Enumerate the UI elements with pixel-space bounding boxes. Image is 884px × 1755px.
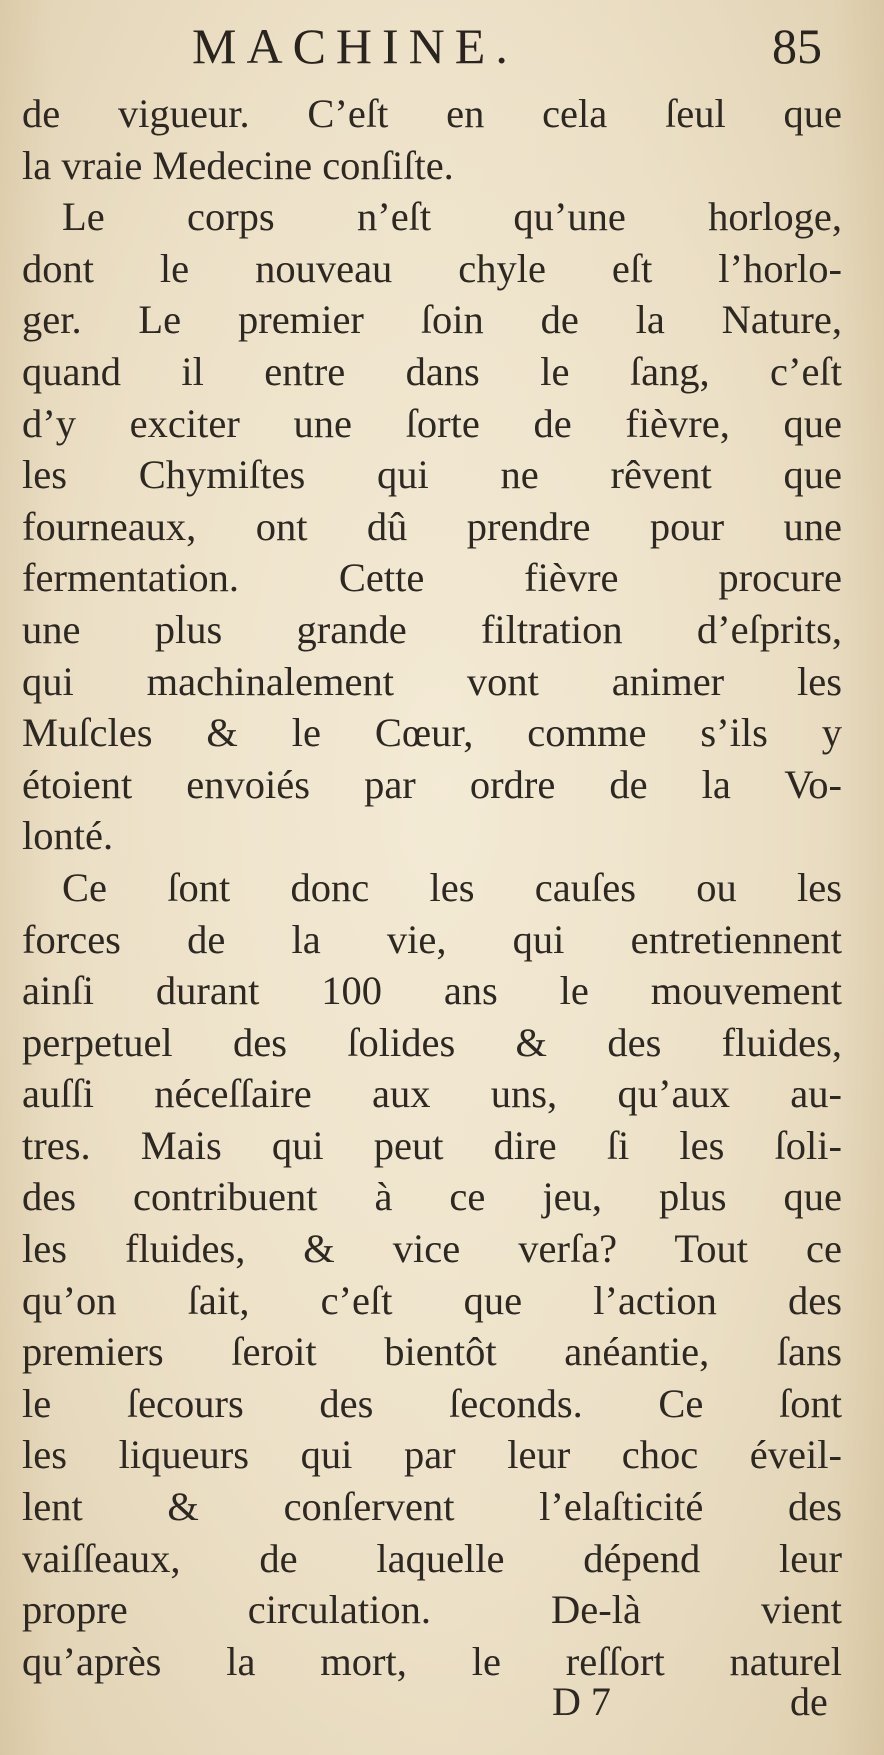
text-line: lent & conſervent l’elaſticité des	[22, 1484, 842, 1530]
text-line: forces de la vie, qui entretiennent	[22, 916, 842, 962]
text-line: la vraie Medecine conſiſte.	[22, 142, 454, 188]
text-line: lonté.	[22, 813, 114, 859]
text-line: des contribuent à ce jeu, plus que	[22, 1174, 842, 1220]
text-line: les liqueurs qui par leur choc éveil-	[22, 1432, 842, 1478]
text-line: ger. Le premier ſoin de la Nature,	[22, 297, 842, 343]
signature-mark: D 7	[552, 1679, 611, 1724]
text-line: les Chymiſtes qui ne rêvent que	[22, 452, 842, 498]
text-line: qu’on ſait, c’eſt que l’action des	[22, 1277, 842, 1323]
text-line: une plus grande filtration d’eſprits,	[22, 606, 842, 652]
page-footer	[0, 1672, 884, 1732]
page-header	[0, 14, 884, 78]
page-body	[22, 88, 842, 1687]
text-line: le ſecours des ſeconds. Ce ſont	[22, 1380, 842, 1426]
text-line: Ce ſont donc les cauſes ou les	[62, 864, 842, 910]
text-line: quand il entre dans le ſang, c’eſt	[22, 348, 842, 394]
text-line: qu’après la mort, le reſſort naturel	[22, 1638, 842, 1684]
text-line: Muſcles & le Cœur, comme s’ils y	[22, 710, 842, 756]
text-line: premiers ſeroit bientôt anéantie, ſans	[22, 1329, 842, 1375]
text-line: de vigueur. C’eſt en cela ſeul que	[22, 91, 842, 136]
text-line: étoient envoiés par ordre de la Vo-	[22, 761, 842, 807]
running-title: MACHINE.	[192, 18, 518, 74]
text-line: vaiſſeaux, de laquelle dépend leur	[22, 1535, 842, 1581]
text-line: dont le nouveau chyle eſt l’horlo-	[22, 245, 842, 291]
text-line: ainſi durant 100 ans le mouvement	[22, 968, 842, 1014]
text-line: les fluides, & vice verſa? Tout ce	[22, 1226, 842, 1272]
text-line: tres. Mais qui peut dire ſi les ſoli-	[22, 1122, 842, 1168]
text-line: qui machinalement vont animer les	[22, 658, 842, 704]
text-line: propre circulation. De-là vient	[22, 1587, 842, 1633]
text-line: fermentation. Cette fièvre procure	[22, 555, 842, 601]
text-line: perpetuel des ſolides & des fluides,	[22, 1019, 842, 1065]
text-line: d’y exciter une ſorte de fièvre, que	[22, 400, 842, 446]
text-line: auſſi néceſſaire aux uns, qu’aux au-	[22, 1071, 842, 1117]
text-line: fourneaux, ont dû prendre pour une	[22, 503, 842, 549]
page-number: 85	[772, 18, 822, 74]
text-line: Le corps n’eſt qu’une horloge,	[62, 194, 842, 240]
catchword: de	[790, 1679, 828, 1724]
